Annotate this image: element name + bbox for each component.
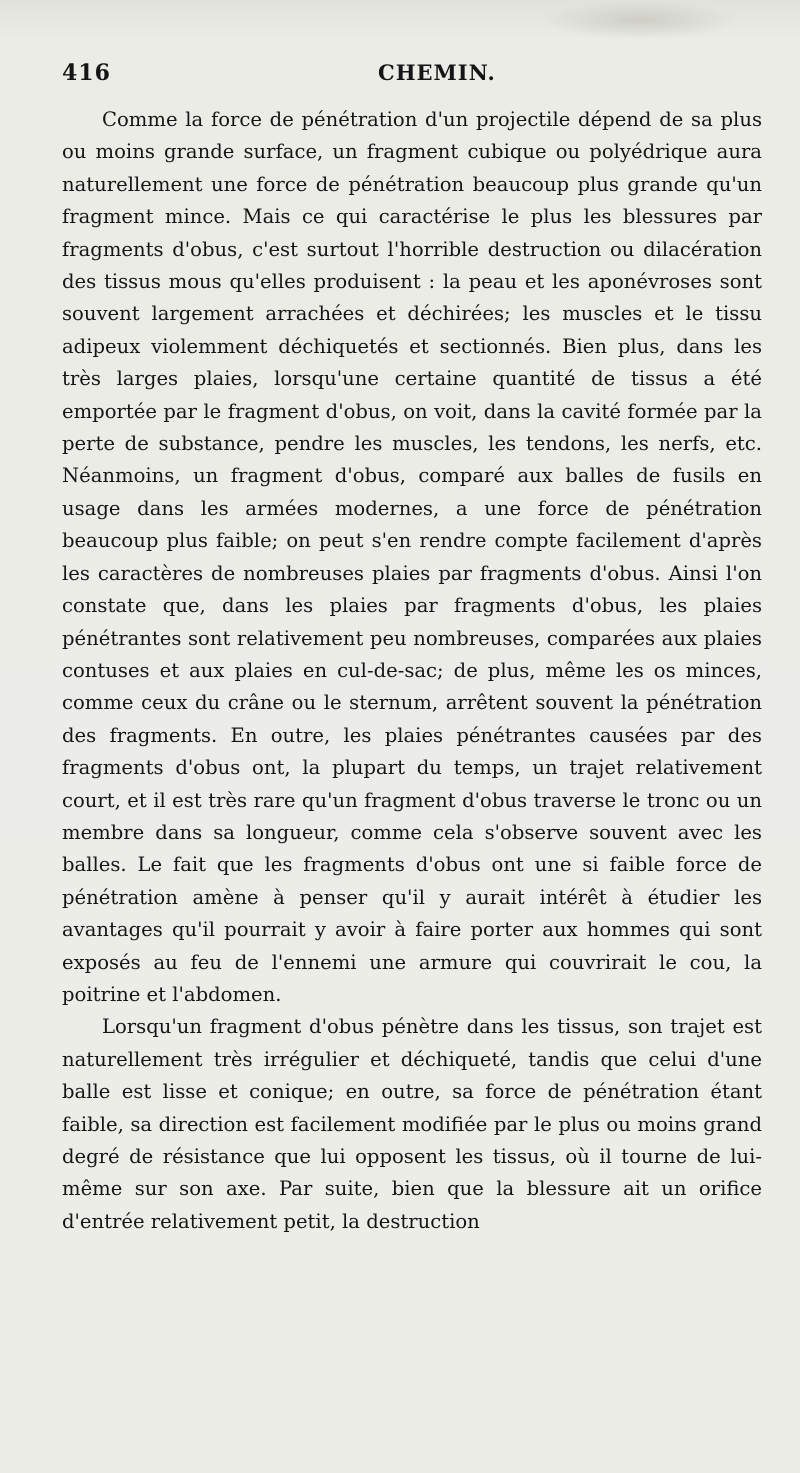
page-header bbox=[62, 60, 762, 90]
scan-smudge bbox=[540, 0, 740, 40]
paragraph: Comme la force de pénétration d'un projectile dépend de sa plus ou moins grande surface, un fragment cubique ou polyédrique aura naturellement une force de pénétration beaucoup plus grande qu'un fragment mince. Mais ce qui caractérise le plus les blessures par fragments d'obus, c'est surtout l'horrible destruction ou dilacération des tissus mous qu'elles produisent : la peau et les aponévroses sont souvent largement arrachées et déchirées; les muscles et le tissu adipeux violemment déchiquetés et sectionnés. Bien plus, dans les très larges plaies, lorsqu'une certaine quantité de tissus a été emportée par le fragment d'obus, on voit, dans la cavité formée par la perte de substance, pendre les muscles, les tendons, les nerfs, etc. Néanmoins, un fragment d'obus, comparé aux balles de fusils en usage dans les armées modernes, a une force de pénétration beaucoup plus faible; on peut s'en rendre compte facilement d'après les caractères de nombreuses plaies par fragments d'obus. Ainsi l'on constate que, dans les plaies par fragments d'obus, les plaies pénétrantes sont relativement peu nombreuses, comparées aux plaies contuses et aux plaies en cul-de-sac; de plus, même les os minces, comme ceux du crâne ou le sternum, arrêtent souvent la pénétration des fragments. En outre, les plaies pénétrantes causées par des fragments d'obus ont, la plupart du temps, un trajet relativement court, et il est très rare qu'un fragment d'obus traverse le tronc ou un membre dans sa longueur, comme cela s'observe souvent avec les balles. Le fait que les fragments d'obus ont une si faible force de pénétration amène à penser qu'il y aurait intérêt à étudier les avantages qu'il pourrait y avoir à faire porter aux hommes qui sont exposés au feu de l'ennemi une armure qui couvrirait le cou, la poitrine et l'abdomen. bbox=[62, 108, 762, 1006]
paragraph: Lorsqu'un fragment d'obus pénètre dans les tissus, son trajet est naturellement très irrégulier et déchiqueté, tandis que celui d'une balle est lisse et conique; en outre, sa force de pénétration étant faible, sa direction est facilement modifiée par le plus ou moins grand degré de résistance que lui opposent les tissus, où il tourne de lui-même sur son axe. Par suite, bien que la blessure ait un orifice d'entrée relativement petit, la destruction bbox=[62, 1015, 762, 1233]
body-text bbox=[62, 104, 762, 1238]
running-head: CHEMIN. bbox=[378, 60, 496, 85]
page-number: 416 bbox=[62, 60, 111, 86]
